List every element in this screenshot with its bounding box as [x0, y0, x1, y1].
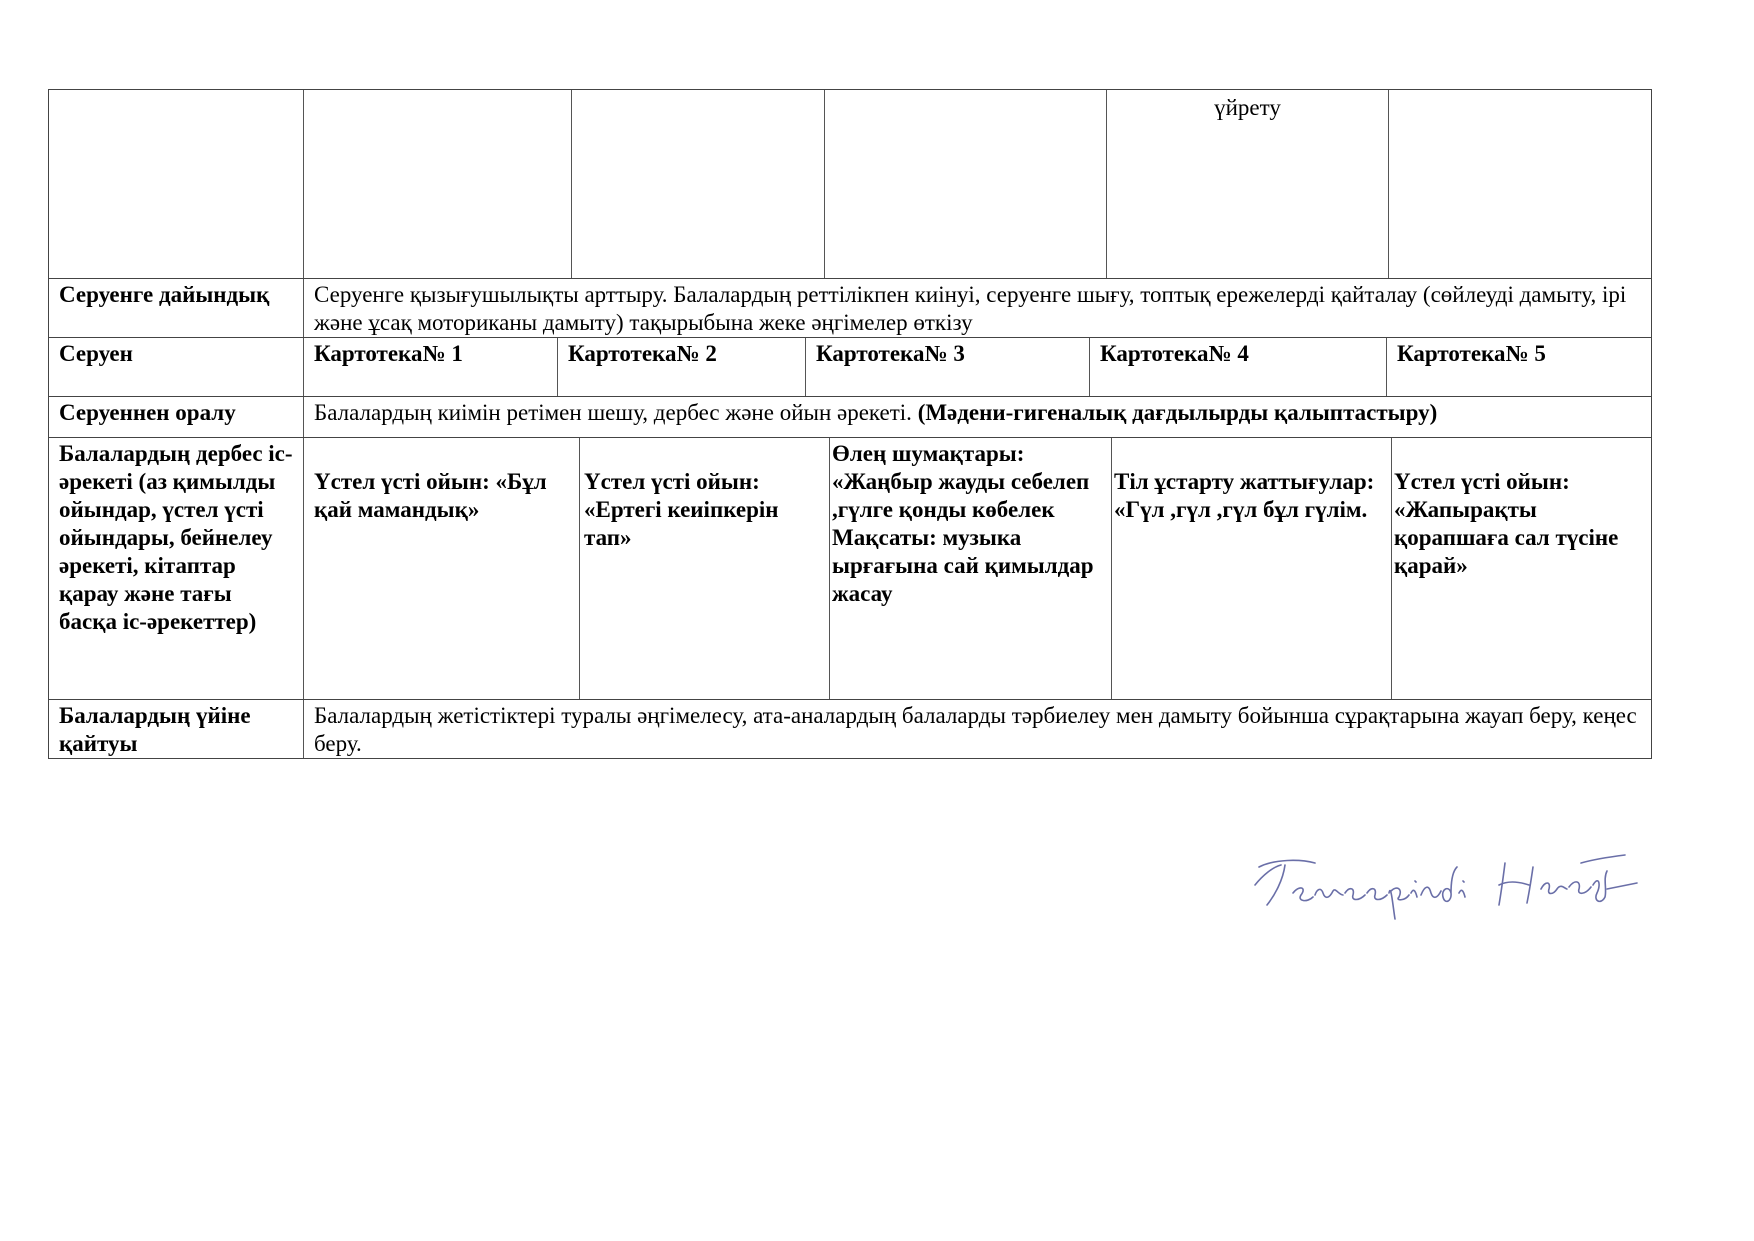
handwritten-signature [1245, 845, 1665, 935]
row-label: Балалардың үйіне қайтуы [59, 703, 251, 756]
table-cell [49, 90, 303, 278]
table-row-top [48, 89, 1652, 279]
table-cell [303, 90, 571, 278]
row-label: Балалардың дербес іс-әрекеті (аз қимылды ойындар, үстел үсті ойындары, бейнелеу әрекеті, кітаптар қарау және тағы басқа іс-әрекеттер) [59, 441, 293, 634]
activity-1: Үстел үсті ойын: «Бұл қай мамандық» [303, 438, 579, 699]
row-text-bold: (Мәдени-гигеналық дағдылырды қалыптастыру) [917, 400, 1438, 425]
activity-4: Тіл ұстарту жаттығулар: «Гүл ,гүл ,гүл бұл гүлім. [1111, 438, 1391, 699]
table-row-walk [48, 338, 1652, 397]
row-text: Серуенге қызығушылықты арттыру. Балалардың реттілікпен киінуі, серуенге шығу, топтық ережелерді қайталау (сөйлеуді дамыту, ірі және ұсақ моториканы дамыту) тақырыбына жеке әңгімелер өткізу [303, 279, 1653, 337]
activity-5: Үстел үсті ойын: «Жапырақты қорапшаға сал түсіне қарай» [1391, 438, 1653, 699]
card-3: Картотека№ 3 [805, 338, 1089, 396]
row-text: Балалардың жетістіктері туралы әңгімелесу, ата-аналардың балаларды тәрбиелеу мен дамыту бойынша сұрақтарына жауап беру, кеңес беру. [303, 700, 1653, 758]
top-row-text: үйрету [1214, 95, 1281, 120]
row-text [303, 397, 1653, 437]
row-text-plain: Балалардың киімін ретімен шешу, дербес және ойын әрекеті. [314, 400, 918, 425]
table-row-return [48, 397, 1652, 438]
row-label: Серуен [59, 341, 133, 366]
activity-3: Өлең шумақтары: «Жаңбыр жауды себелеп ,гүлге қонды көбелек Мақсаты: музыка ырғағына сай қимылдар жасау [829, 438, 1111, 699]
daily-plan-table [48, 89, 1652, 759]
table-cell [1106, 90, 1388, 278]
card-4: Картотека№ 4 [1089, 338, 1386, 396]
activity-2: Үстел үсті ойын: «Ертегі кеиіпкерін тап» [579, 438, 829, 699]
card-2: Картотека№ 2 [557, 338, 805, 396]
row-label: Серуенге дайындық [59, 282, 270, 307]
table-row-independent [48, 438, 1652, 700]
table-row-go-home [48, 700, 1652, 759]
table-cell [824, 90, 1106, 278]
table-cell [571, 90, 824, 278]
card-1: Картотека№ 1 [303, 338, 557, 396]
row-label: Серуеннен оралу [59, 400, 236, 425]
card-5: Картотека№ 5 [1386, 338, 1653, 396]
table-row-walk-prep [48, 279, 1652, 338]
table-cell [1388, 90, 1653, 278]
